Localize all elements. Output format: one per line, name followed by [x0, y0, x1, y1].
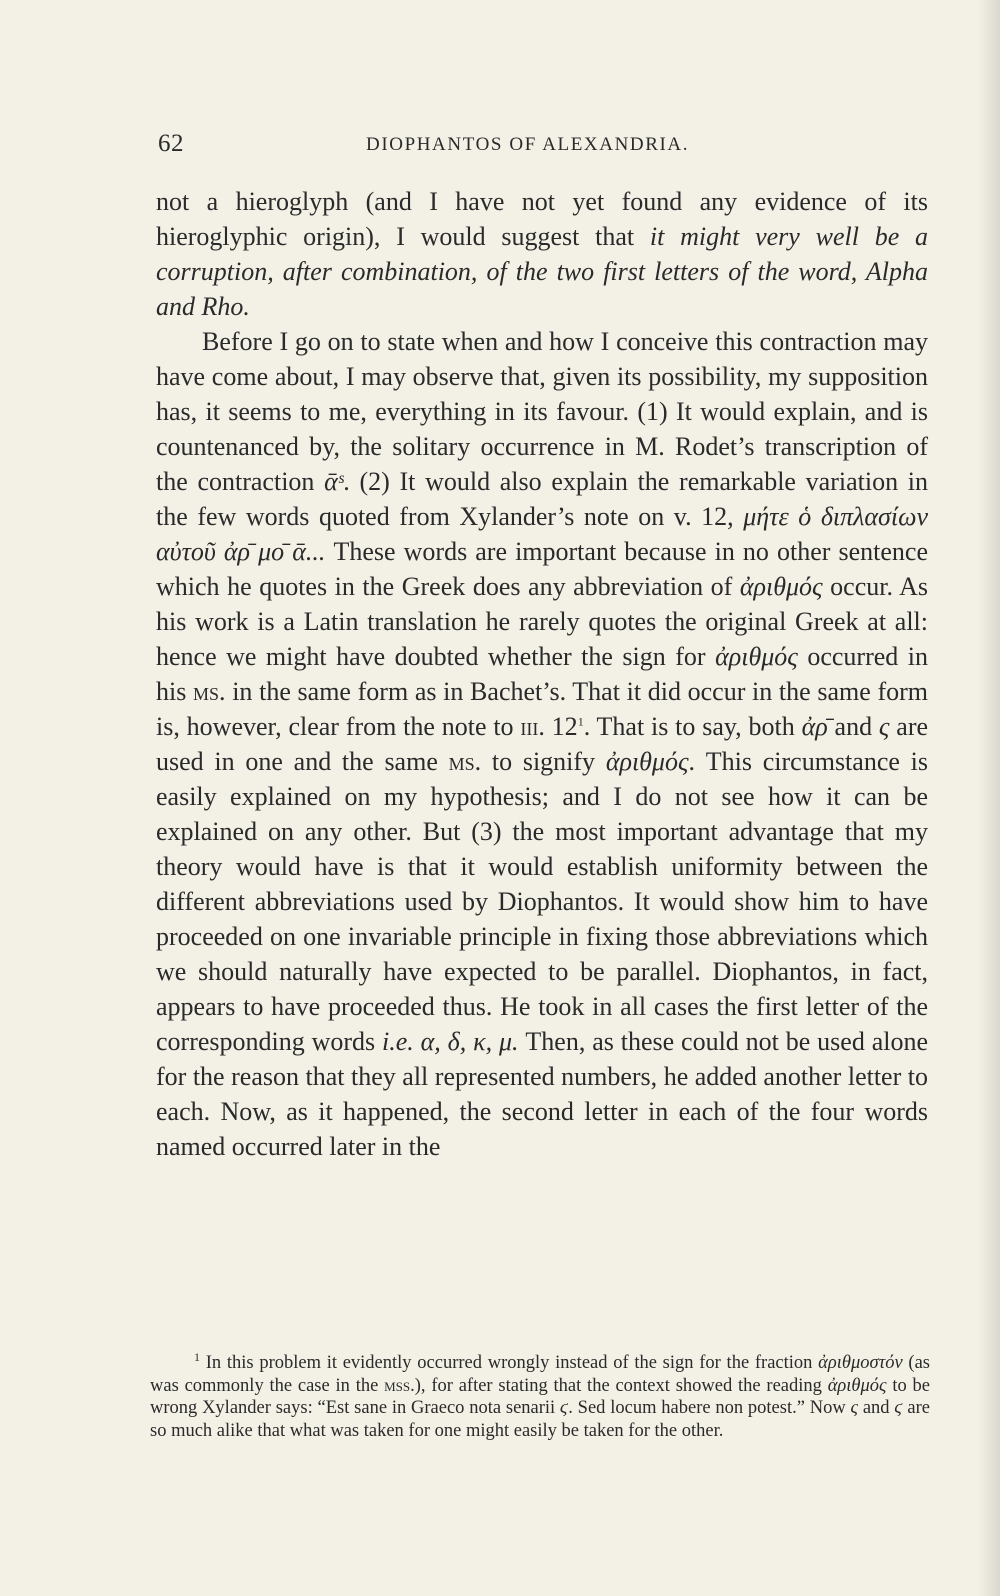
- running-head: [158, 130, 928, 166]
- text-run: and: [858, 1398, 895, 1418]
- text-run: and: [827, 712, 879, 741]
- paragraph: [156, 184, 928, 324]
- italic-text: i.e. α, δ, κ, μ.: [382, 1027, 519, 1056]
- italic-text: ἀριθμός: [605, 747, 689, 776]
- paragraph: [156, 324, 928, 1164]
- italic-text: ς: [850, 1398, 859, 1418]
- text-run: 12: [544, 712, 578, 741]
- text-run: . (2) It would also explain the remarkable variation in the few words quoted from Xylander’s note on v. 12,: [156, 467, 928, 531]
- italic-text: ἀριθμός: [715, 642, 798, 671]
- text-run: occurred in his: [156, 642, 928, 706]
- italic-text: ς: [878, 712, 890, 741]
- text-run: in the same form as in Bachet’s. That it did occur in the same form is, however, clear from the note to: [156, 677, 928, 741]
- text-run: Before I go on to state when and how I conceive this contraction may have come about, I may observe that, given its possibility, my supposition has, it seems to me, everything in its favour. (1) It would explain, and is countenanced by, the solitary occurrence in M. Rodet’s transcription of the contraction: [156, 327, 928, 496]
- text-run: (as was commonly the case in the: [150, 1353, 931, 1396]
- footnote-marker: 1: [194, 1349, 200, 1364]
- body-text: [156, 184, 928, 1164]
- italic-text: ᾱˢ: [324, 467, 344, 496]
- italic-text: it might very well be a corruption, after combination, of the two first letters of the word, Alpha and Rho.: [156, 222, 928, 321]
- text-run: are used in one and the same: [156, 712, 929, 776]
- text-run: occur. As his work is a Latin translation he rarely quotes the original Greek at all: hence we might have doubted whether the sign for: [156, 572, 928, 671]
- text-run: to signify: [481, 747, 606, 776]
- running-title: DIOPHANTOS OF ALEXANDRIA.: [366, 134, 690, 155]
- small-caps-text: mss.: [384, 1375, 415, 1396]
- text-run: In this problem it evidently occurred wrongly instead of the sign for the fraction: [200, 1353, 819, 1373]
- text-run: . Sed locum habere non potest.” Now: [568, 1398, 851, 1418]
- italic-text: ἀριθμός: [739, 572, 823, 601]
- footnote-marker: 1: [577, 714, 584, 729]
- text-run: ), for after stating that the context showed the reading: [414, 1375, 828, 1396]
- text-run: . That is to say, both: [583, 712, 802, 741]
- text-run: . This circumstance is easily explained on my hypothesis; and I do not see how it can be explained on any other. But (3) the most important advantage that my theory would have is that it would establish uniformity between the different abbreviations used by Diophantos. It would show him to have proceeded on one invariable principle in fixing those abbreviations which we should naturally have expected to be parallel. Diophantos, in fact, appears to have proceeded thus. He took in all cases the first letter of the corresponding words: [156, 747, 928, 1056]
- page-number: 62: [158, 130, 184, 157]
- text-run: are so much alike that what was taken for one might easily be taken for the other.: [150, 1398, 930, 1441]
- text-run: Then, as these could not be used alone for the reason that they all represented numbers, he added another letter to each. Now, as it happened, the second letter in each of the four words named occurred later in the: [156, 1027, 928, 1161]
- text-run: not a hieroglyph (and I have not yet found any evidence of its hieroglyphic origin), I would suggest that: [156, 187, 928, 251]
- italic-text: ϛ: [560, 1398, 569, 1418]
- italic-text: ἀριθμοστόν: [818, 1353, 903, 1373]
- small-caps-text: ms.: [193, 677, 226, 706]
- text-run: to be wrong Xylander says: “Est sane in Graeco nota senarii: [150, 1375, 931, 1418]
- small-caps-text: ms.: [448, 747, 482, 776]
- footnotes: [150, 1349, 931, 1442]
- italic-text: μήτε ὁ διπλασίων αὐτοῦ ἀρ̄ μο̄ ᾱ...: [156, 502, 929, 566]
- italic-text: ἀριθμός: [827, 1375, 887, 1396]
- text-run: These words are important because in no other sentence which he quotes in the Greek does any abbreviation of: [156, 537, 928, 601]
- footnote: [150, 1349, 931, 1442]
- italic-text: ϛ: [894, 1398, 903, 1418]
- small-caps-text: iii.: [520, 712, 545, 741]
- italic-text: ἀρ̄: [801, 712, 828, 741]
